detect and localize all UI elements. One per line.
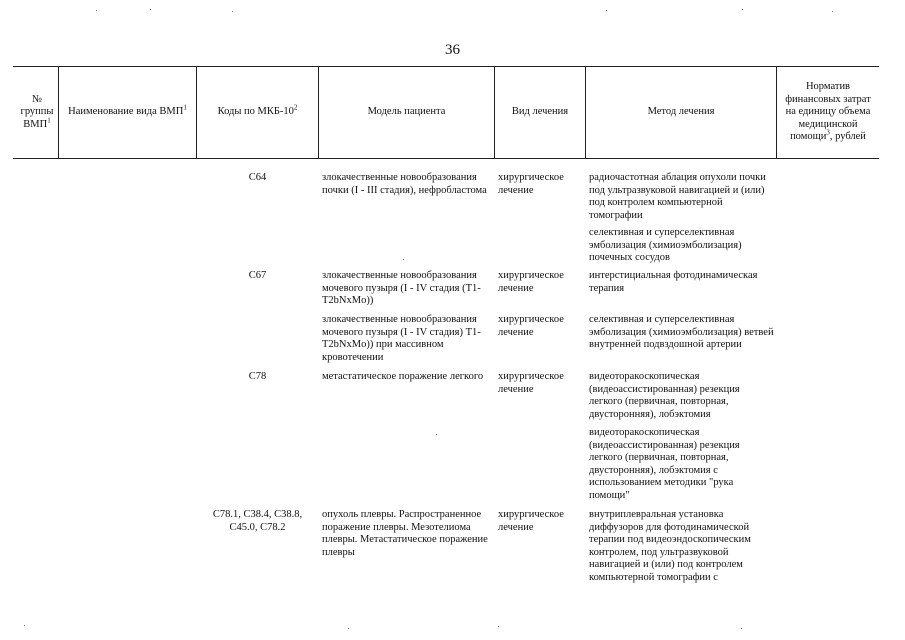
- scan-speck: [436, 434, 437, 435]
- treatment-method-c67-pdt: интерстициальная фотодинамическая терапия: [589, 270, 758, 294]
- treatment-method-c67-embolization: селективная и суперселективная эмболизация (химиоэмболизация) ветвей внутренней подвздошной артерии: [589, 314, 774, 350]
- page-number: 36: [445, 42, 460, 58]
- header-group-number: № группы ВМП$^1$: [20, 93, 54, 130]
- scan-speck: [832, 11, 833, 12]
- scan-speck: [150, 9, 151, 10]
- icd-code-c64: C64: [248, 172, 267, 183]
- header-treatment-method: Метод лечения: [647, 106, 715, 118]
- scan-speck: [742, 9, 743, 10]
- treatment-type-c64: хирургическое лечение: [498, 172, 564, 196]
- header-vmp-name: Наименование вида ВМП$^1$: [68, 103, 187, 118]
- scan-speck: [96, 10, 97, 11]
- treatment-type-pleura: хирургическое лечение: [498, 509, 564, 533]
- header-divider-2: [196, 66, 197, 159]
- treatment-method-pleura-diffusers: внутриплевральная установка диффузоров для фотодинамической терапии под видеоэндоскопическим контролем, под ультразвуковой навигацией и (или) под контролем компьютерной томографии с: [589, 509, 751, 583]
- treatment-type-c67: хирургическое лечение: [498, 270, 564, 294]
- patient-model-c67: злокачественные новообразования мочевого пузыря (I - IV стадия (T1-T2bNxMo)): [322, 270, 481, 306]
- patient-model-pleura: опухоль плевры. Распространенное поражение плевры. Мезотелиома плевры. Метастатическое поражение плевры: [322, 509, 488, 558]
- header-financial-norm: Норматив финансовых затрат на единицу объема медицинской помощи$^3$, рублей: [785, 81, 871, 143]
- scan-speck: [498, 626, 499, 627]
- treatment-type-c78: хирургическое лечение: [498, 371, 564, 395]
- patient-model-c67-bleeding: злокачественные новообразования мочевого пузыря (I - IV стадия) T1-T2bNxMo)) при массивном кровотечении: [322, 314, 481, 363]
- header-divider-5: [585, 66, 586, 159]
- header-divider-1: [58, 66, 59, 159]
- patient-model-c64: злокачественные новообразования почки (I - III стадия), нефробластома: [322, 172, 487, 196]
- icd-code-c78: C78: [248, 371, 267, 382]
- treatment-method-c64-embolization: селективная и суперселективная эмболизация (химиоэмболизация) почечных сосудов: [589, 227, 742, 263]
- header-patient-model: Модель пациента: [367, 106, 446, 118]
- treatment-method-c78-hand-assist: видеоторакоскопическая (видеоассистированная) резекция легкого (первичная, повторная, двусторонняя), лобэктомия с использованием методики "рука помощи": [589, 427, 740, 501]
- header-treatment-type: Вид лечения: [511, 106, 569, 118]
- icd-code-c67: C67: [248, 270, 267, 281]
- scan-speck: [403, 259, 404, 260]
- header-divider-3: [318, 66, 319, 159]
- header-icd-codes: Коды по МКБ-$10^2$: [217, 103, 298, 118]
- scan-speck: [741, 628, 742, 629]
- treatment-type-c67-bleeding: хирургическое лечение: [498, 314, 564, 338]
- scan-speck: [232, 11, 233, 12]
- treatment-method-c64-rfa: радиочастотная аблация опухоли почки под ультразвуковой навигацией и (или) под контролем компьютерной томографии: [589, 172, 766, 221]
- icd-code-c78-1-group: C78.1, C38.4, C38.8, C45.0, C78.2: [212, 509, 303, 533]
- header-bottom-border: [13, 158, 879, 159]
- scan-speck: [24, 625, 25, 626]
- scan-speck: [348, 628, 349, 629]
- scan-speck: [606, 10, 607, 11]
- patient-model-c78: метастатическое поражение легкого: [322, 371, 484, 382]
- header-divider-6: [776, 66, 777, 159]
- header-divider-4: [494, 66, 495, 159]
- treatment-method-c78-lobectomy: видеоторакоскопическая (видеоассистированная) резекция легкого (первичная, повторная, двусторонняя), лобэктомия: [589, 371, 740, 420]
